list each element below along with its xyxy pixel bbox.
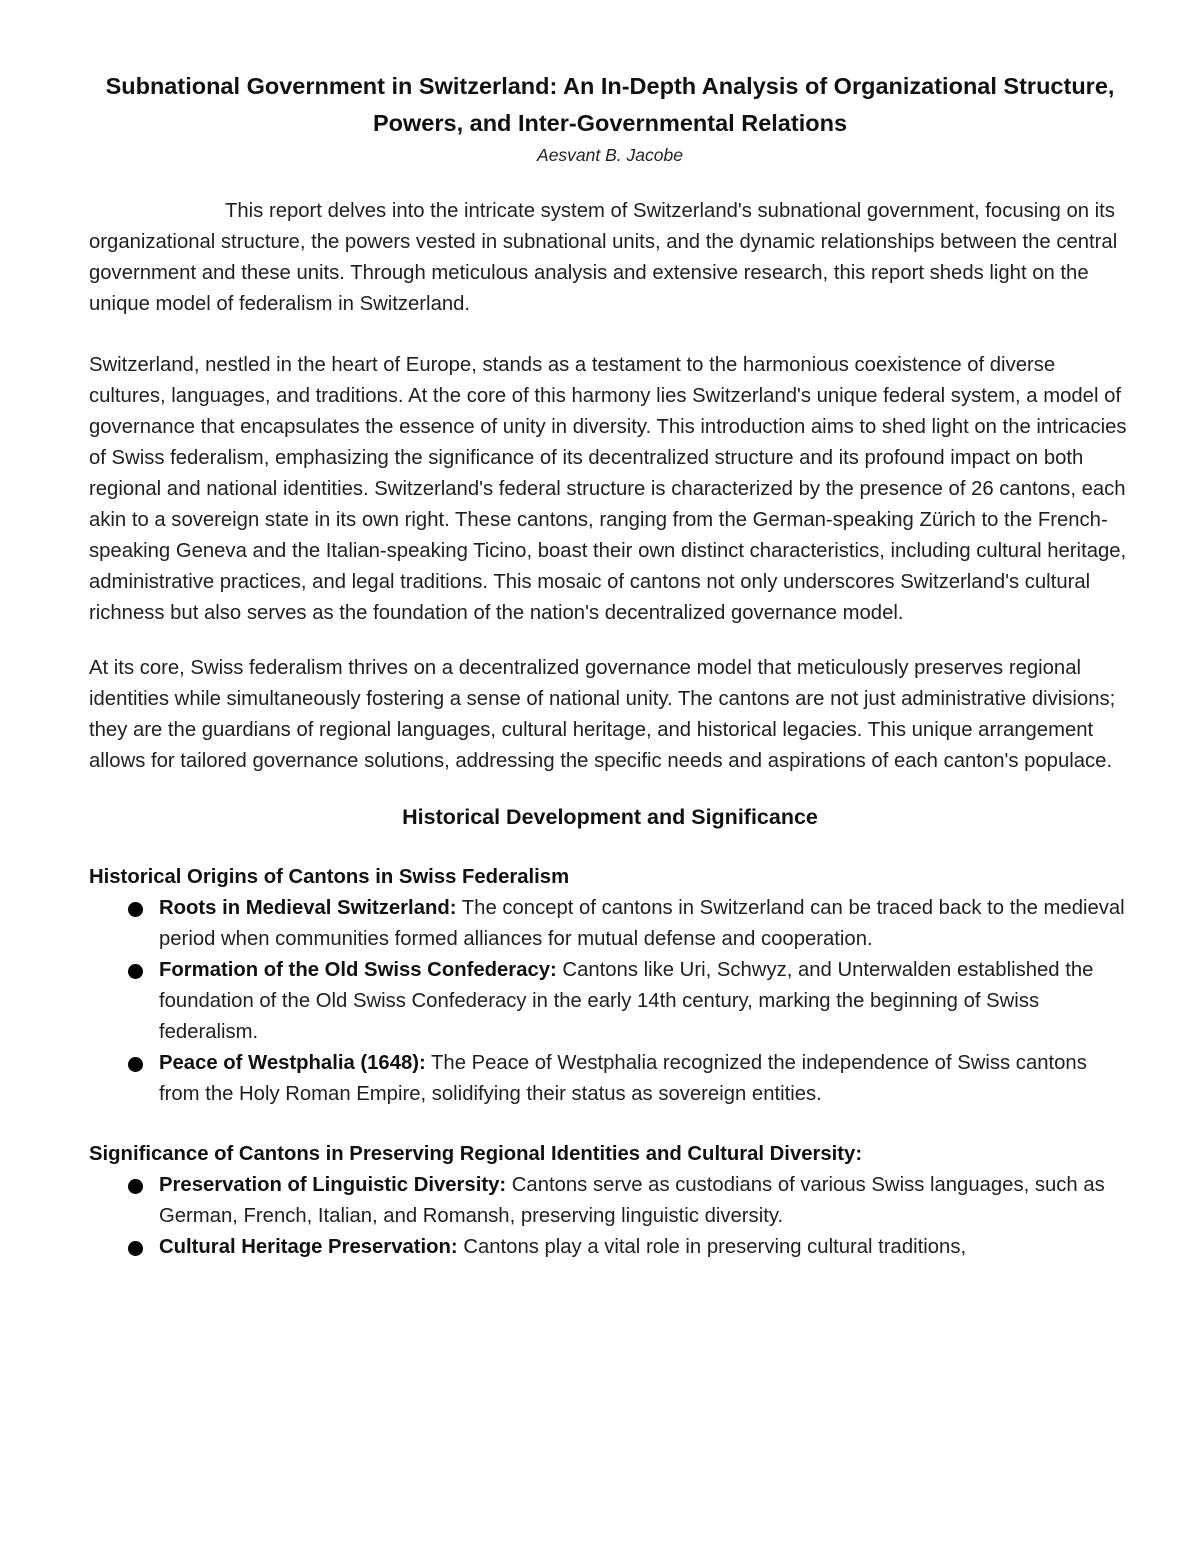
bullet-dot-icon [128,902,143,917]
list-item-label: Peace of Westphalia (1648): [159,1052,426,1074]
section-heading: Historical Development and Significance [402,805,818,829]
intro-paragraph-2: At its core, Swiss federalism thrives on a decentralized governance model that meticulously preserves regional identities while simultaneously fostering a sense of national unity. The cantons are not just administrative divisions; they are the guardians of regional languages, cultural heritage, and historical legacies. This unique arrangement allows for tailored governance solutions, addressing the specific needs and aspirations of each canton's populace. [89,657,1116,772]
bullet-dot-icon [128,1241,143,1256]
list-item-text: The Peace of Westphalia recognized the independence of Swiss cantons from the Holy Roman Empire, solidifying their status as sovereign entities. [159,1052,1087,1105]
document-title: Subnational Government in Switzerland: An In-Depth Analysis of Organizational Structure, Powers, and Inter-Governmental Relations [105,73,1115,136]
list-item [89,1048,1131,1110]
list-item-text: The concept of cantons in Switzerland can be traced back to the medieval period when communities formed alliances for mutual defense and cooperation. [159,897,1125,950]
list-item-text: Cantons play a vital role in preserving cultural traditions, [457,1236,967,1258]
bullet-list-origins [89,893,1131,1110]
bullet-list-significance [89,1170,1131,1263]
list-item-text: Cantons like Uri, Schwyz, and Unterwalden established the foundation of the Old Swiss Confederacy in the early 14th century, marking the beginning of Swiss federalism. [159,959,1094,1043]
list-item [89,955,1131,1048]
list-item-text: Cantons serve as custodians of various Swiss languages, such as German, French, Italian, and Romansh, preserving linguistic diversity. [159,1174,1105,1227]
list-item-label: Roots in Medieval Switzerland: [159,897,457,919]
bullet-dot-icon [128,1057,143,1072]
bullet-dot-icon [128,1179,143,1194]
bullet-dot-icon [128,964,143,979]
list-item-label: Cultural Heritage Preservation: [159,1236,458,1258]
document-author: Aesvant B. Jacobe [537,145,683,165]
list-item-label: Preservation of Linguistic Diversity: [159,1174,507,1196]
subsection-heading-origins: Historical Origins of Cantons in Swiss Federalism [89,866,570,888]
abstract-paragraph: This report delves into the intricate system of Switzerland's subnational government, focusing on its organizational structure, the powers vested in subnational units, and the dynamic relationships between the central government and these units. Through meticulous analysis and extensive research, this report sheds light on the unique model of federalism in Switzerland. [89,200,1118,315]
document-page [89,68,1131,1263]
list-item [89,1170,1131,1232]
list-item [89,1232,1131,1263]
subsection-heading-significance: Significance of Cantons in Preserving Regional Identities and Cultural Diversity: [89,1143,863,1165]
list-item-label: Formation of the Old Swiss Confederacy: [159,959,557,981]
intro-paragraph-1: Switzerland, nestled in the heart of Europe, stands as a testament to the harmonious coexistence of diverse cultures, languages, and traditions. At the core of this harmony lies Switzerland's unique federal system, a model of governance that encapsulates the essence of unity in diversity. This introduction aims to shed light on the intricacies of Swiss federalism, emphasizing the significance of its decentralized structure and its profound impact on both regional and national identities. Switzerland's federal structure is characterized by the presence of 26 cantons, each akin to a sovereign state in its own right. These cantons, ranging from the German-speaking Zürich to the French-speaking Geneva and the Italian-speaking Ticino, boast their own distinct characteristics, including cultural heritage, administrative practices, and legal traditions. This mosaic of cantons not only underscores Switzerland's cultural richness but also serves as the foundation of the nation's decentralized governance model. [89,354,1127,624]
list-item [89,893,1131,955]
